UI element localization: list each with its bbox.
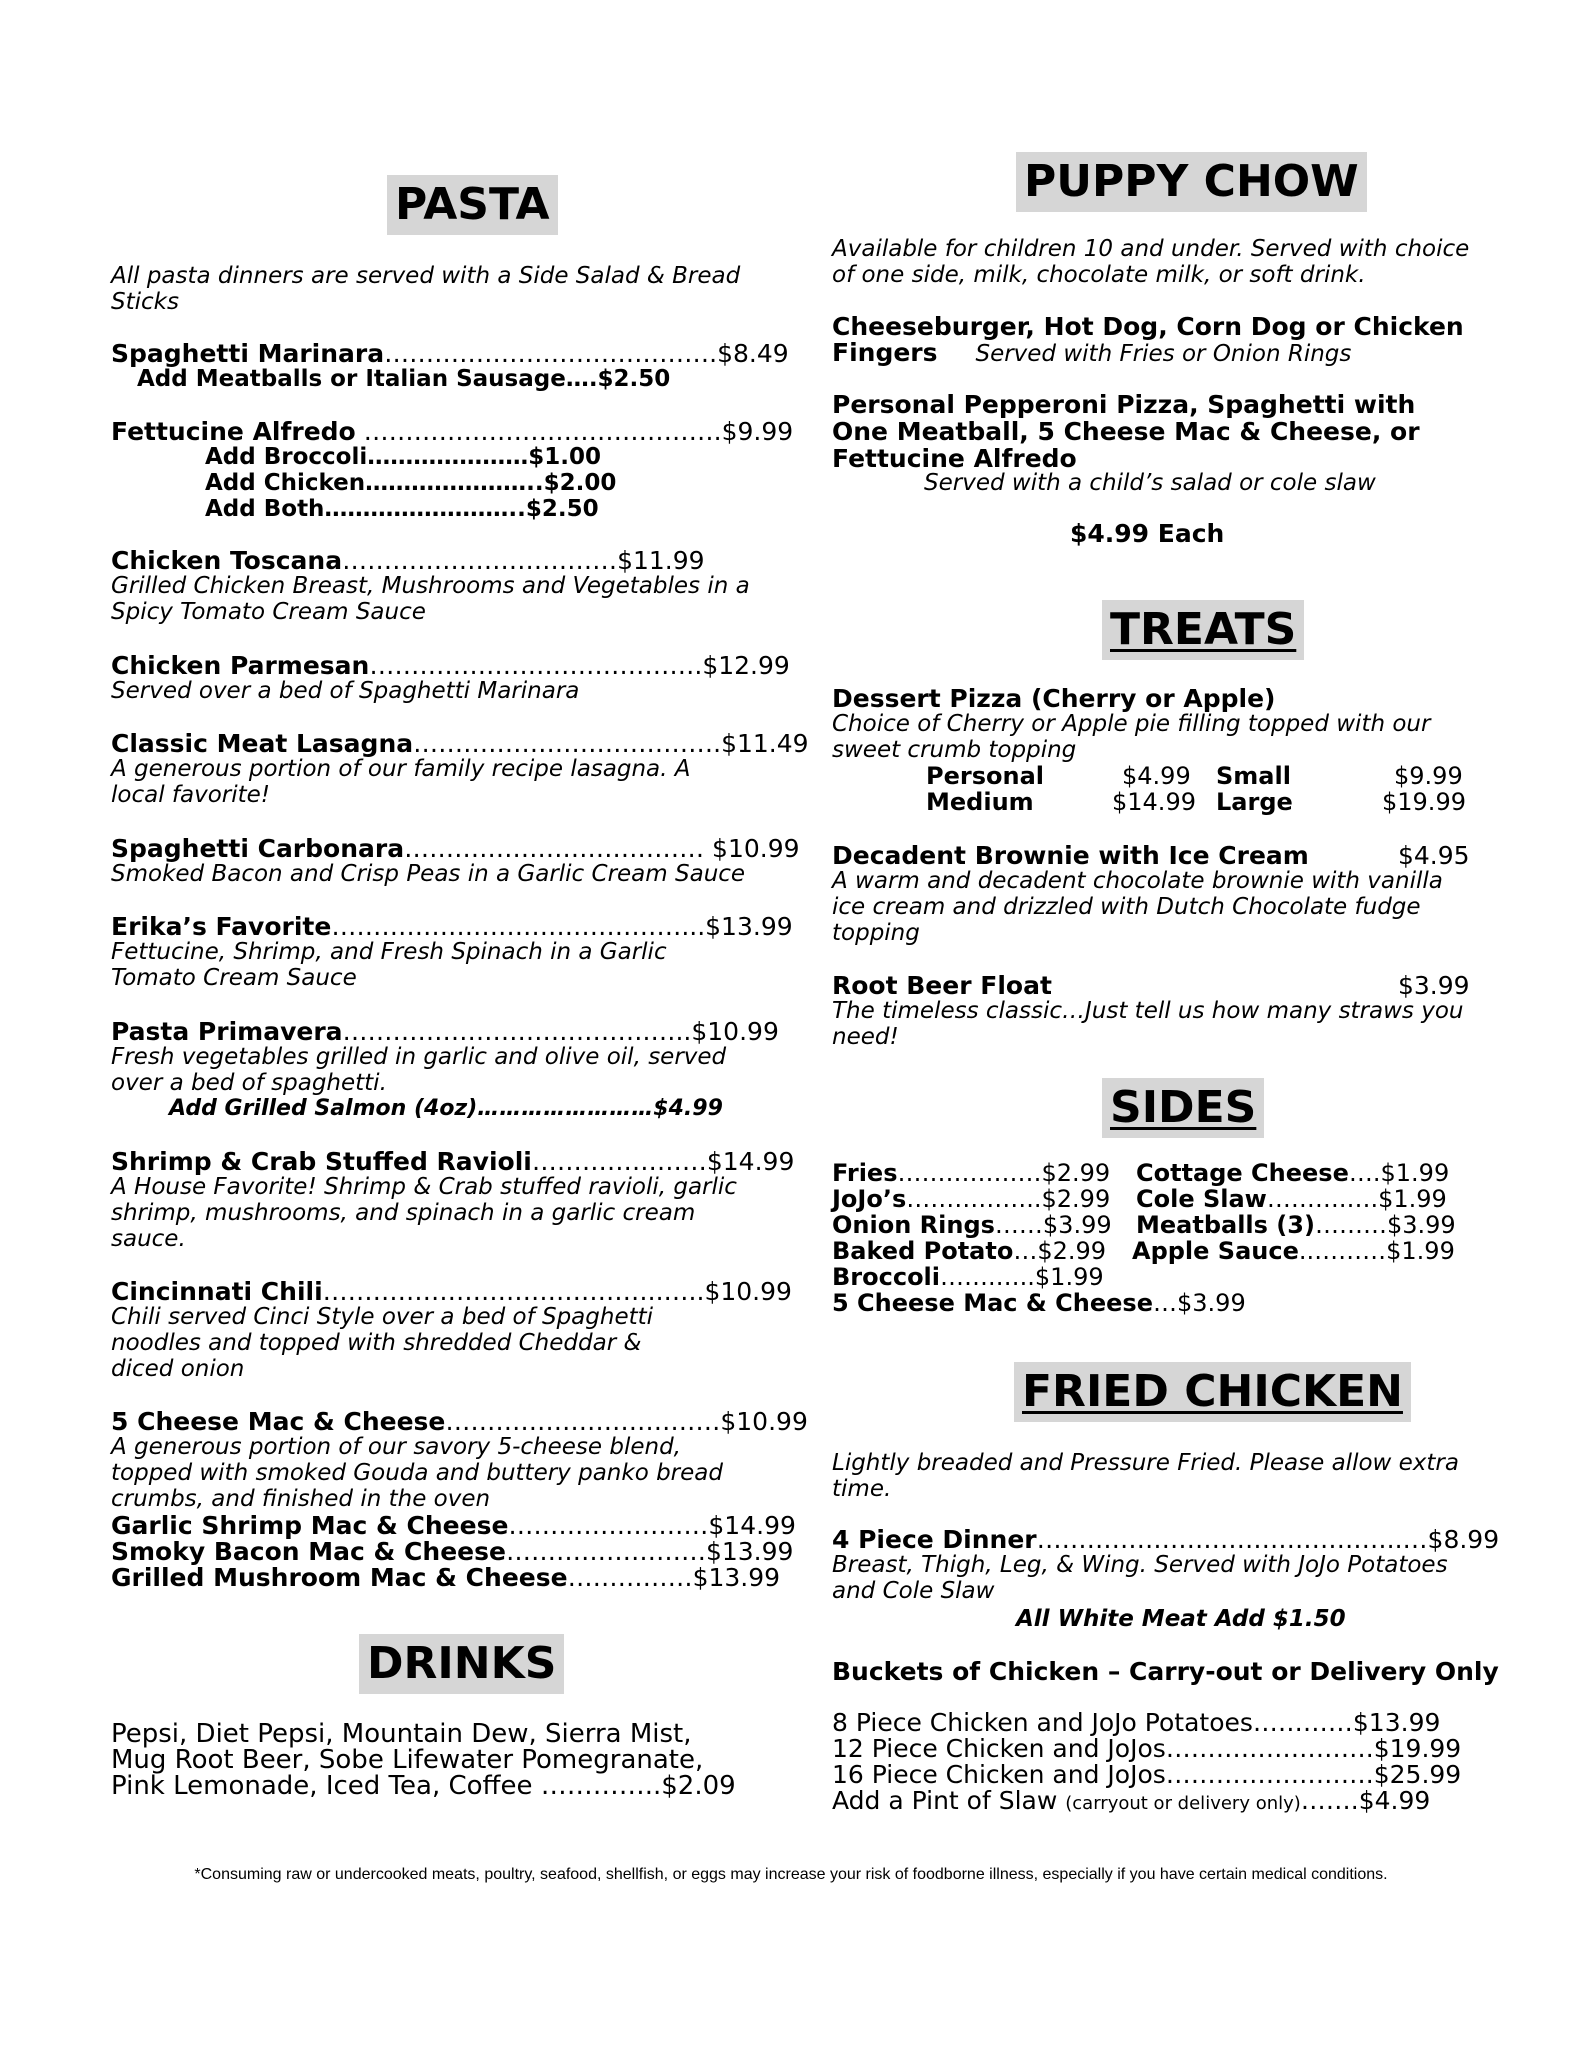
kids-price: $4.99 Each — [1070, 519, 1225, 548]
white-meat-addon: All White Meat Add $1.50 — [1016, 1606, 1346, 1632]
classic-lasagna-desc: A generous portion of our family recipe lasagna. A local favorite! — [111, 756, 691, 808]
addon-broccoli: Add Broccoli…………………$1.00 — [205, 444, 601, 470]
side-apple-sauce: Apple Sauce..………$1.99 — [1132, 1237, 1455, 1265]
float-price: $3.99 — [1398, 971, 1470, 1000]
menu-item-garlic-shrimp-mac: Garlic Shrimp Mac & Cheese……………………$14.99 — [111, 1511, 796, 1540]
fried-chicken-heading: FRIED CHICKEN — [1014, 1362, 1411, 1422]
brownie-name: Decadent Brownie with Ice Cream — [832, 841, 1309, 870]
size-price: $19.99 — [1382, 788, 1466, 816]
pasta-heading: PASTA — [387, 175, 558, 235]
erikas-favorite-desc: Fettucine, Shrimp, and Fresh Spinach in a Garlic Tomato Cream Sauce — [111, 939, 667, 991]
dessert-pizza-desc: Choice of Cherry or Apple pie filling topped with our sweet crumb topping — [832, 711, 1431, 763]
side-jojos: JoJo’s……………..$2.99 — [832, 1185, 1111, 1213]
menu-item-spaghetti-marinara: Spaghetti Marinara………………………………….$8.49 — [111, 339, 789, 368]
menu-item-ravioli: Shrimp & Crab Stuffed Ravioli…………………$14.99 — [111, 1147, 795, 1176]
kids-item-2: Personal Pepperoni Pizza, Spaghetti with One Meatball, 5 Cheese Mac & Cheese, or Fettucine Alfredo — [832, 390, 1420, 473]
bucket-8-piece: 8 Piece Chicken and JoJo Potatoes…………$13.99 — [832, 1708, 1441, 1737]
drinks-line-2: Mug Root Beer, Sobe Lifewater Pomegranate, — [111, 1745, 704, 1775]
size-label: Personal — [926, 762, 1044, 790]
allergy-disclaimer: *Consuming raw or undercooked meats, poultry, seafood, shellfish, or eggs may increase your risk of foodborne illness, especially if you have certain medical conditions. — [194, 1866, 1388, 1883]
treats-heading: TREATS — [1102, 600, 1304, 660]
kids-item-1: Cheeseburger, Hot Dog, Corn Dog or Chicken — [832, 312, 1464, 341]
size-label: Small — [1216, 762, 1291, 790]
menu-item-erikas-favorite: Erika’s Favorite……………………………………...$13.99 — [111, 912, 793, 941]
ravioli-desc: A House Favorite! Shrimp & Crab stuffed ravioli, garlic shrimp, mushrooms, and spinach in a garlic cream sauce. — [111, 1174, 737, 1252]
menu-item-chicken-parmesan: Chicken Parmesan………………………………….$12.99 — [111, 651, 790, 680]
menu-item-mac-cheese: 5 Cheese Mac & Cheese……………………………$10.99 — [111, 1407, 808, 1436]
dessert-pizza-name: Dessert Pizza (Cherry or Apple) — [832, 684, 1276, 713]
side-onion-rings: Onion Rings……$3.99 — [832, 1211, 1112, 1239]
kids-item-2-note: Served with a child’s salad or cole slaw — [924, 470, 1376, 496]
side-cottage-cheese: Cottage Cheese….$1.99 — [1136, 1159, 1450, 1187]
addon-salmon: Add Grilled Salmon (4oz)……………………$4.99 — [169, 1096, 723, 1121]
bucket-pint-slaw: Add a Pint of Slaw (carryout or delivery only)…….$4.99 — [832, 1786, 1431, 1815]
addon-meatballs: Add Meatballs or Italian Sausage….$2.50 — [137, 366, 671, 392]
side-meatballs: Meatballs (3)………$3.99 — [1136, 1211, 1456, 1239]
menu-item-carbonara: Spaghetti Carbonara……………………………… $10.99 — [111, 834, 800, 863]
side-baked-potato: Baked Potato…$2.99 — [832, 1237, 1107, 1265]
addon-both: Add Both……………………..$2.50 — [205, 496, 599, 522]
side-fries: Fries………………$2.99 — [832, 1159, 1111, 1187]
puppy-chow-heading: PUPPY CHOW — [1016, 152, 1367, 212]
addon-chicken: Add Chicken…………………..$2.00 — [205, 470, 617, 496]
dinner-desc: Breast, Thigh, Leg, & Wing. Served with JoJo Potatoes and Cole Slaw — [832, 1552, 1448, 1604]
menu-item-smoky-bacon-mac: Smoky Bacon Mac & Cheese……………………$13.99 — [111, 1537, 794, 1566]
mac-cheese-desc: A generous portion of our savory 5-cheese blend, topped with smoked Gouda and buttery panko bread crumbs, and finished in the oven — [111, 1434, 723, 1512]
menu-item-classic-lasagna: Classic Meat Lasagna……………………………….$11.49 — [111, 729, 809, 758]
buckets-title: Buckets of Chicken – Carry-out or Delivery Only — [832, 1657, 1499, 1686]
menu-item-mushroom-mac: Grilled Mushroom Mac & Cheese……………$13.99 — [111, 1563, 781, 1592]
chicken-parmesan-desc: Served over a bed of Spaghetti Marinara — [111, 678, 580, 704]
side-mac-cheese: 5 Cheese Mac & Cheese…$3.99 — [832, 1289, 1246, 1317]
drinks-line-3: Pink Lemonade, Iced Tea, Coffee …………..$2.09 — [111, 1771, 736, 1801]
size-price: $14.99 — [1112, 788, 1196, 816]
fried-chicken-note: Lightly breaded and Pressure Fried. Please allow extra time. — [832, 1450, 1459, 1502]
sides-grid — [832, 1160, 1472, 1295]
size-price: $4.99 — [1122, 762, 1191, 790]
size-price: $9.99 — [1394, 762, 1463, 790]
kids-item-1-line2: Fingers Served with Fries or Onion Rings — [832, 338, 1352, 367]
brownie-desc: A warm and decadent chocolate brownie with vanilla ice cream and drizzled with Dutch Chocolate fudge topping — [832, 868, 1443, 946]
puppy-chow-note: Available for children 10 and under. Served with choice of one side, milk, chocolate milk, or soft drink. — [832, 236, 1470, 288]
menu-item-4-piece-dinner: 4 Piece Dinner……………………………………..…$8.99 — [832, 1525, 1500, 1554]
brownie-price: $4.95 — [1398, 841, 1470, 870]
float-desc: The timeless classic…Just tell us how many straws you need! — [832, 998, 1464, 1050]
primavera-desc: Fresh vegetables grilled in garlic and olive oil, served over a bed of spaghetti. — [111, 1044, 727, 1096]
sides-heading: SIDES — [1102, 1078, 1264, 1138]
menu-item-fettucine-alfredo: Fettucine Alfredo …………………………………….$9.99 — [111, 417, 794, 446]
bucket-12-piece: 12 Piece Chicken and JoJos…………………….$19.99 — [832, 1734, 1462, 1763]
carbonara-desc: Smoked Bacon and Crisp Peas in a Garlic Cream Sauce — [111, 861, 746, 887]
drinks-line-1: Pepsi, Diet Pepsi, Mountain Dew, Sierra Mist, — [111, 1719, 692, 1749]
menu-item-primavera: Pasta Primavera……………………………….…..$10.99 — [111, 1017, 779, 1046]
pasta-note: All pasta dinners are served with a Side Salad & Bread Sticks — [111, 263, 741, 315]
size-label: Large — [1216, 788, 1293, 816]
chicken-toscana-desc: Grilled Chicken Breast, Mushrooms and Vegetables in a Spicy Tomato Cream Sauce — [111, 573, 750, 625]
side-cole-slaw: Cole Slaw……….….$1.99 — [1136, 1185, 1447, 1213]
cincinnati-chili-desc: Chili served Cinci Style over a bed of Spaghetti noodles and topped with shredded Cheddar & diced onion — [111, 1304, 654, 1382]
size-label: Medium — [926, 788, 1034, 816]
dessert-pizza-sizes — [832, 763, 1472, 815]
menu-item-cincinnati-chili: Cincinnati Chili…………………………………..…..$10.99 — [111, 1277, 792, 1306]
bucket-16-piece: 16 Piece Chicken and JoJos…………………….$25.99 — [832, 1760, 1462, 1789]
float-name: Root Beer Float — [832, 971, 1052, 1000]
side-broccoli: Broccoli…….…..$1.99 — [832, 1263, 1104, 1291]
menu-item-chicken-toscana: Chicken Toscana……………………………$11.99 — [111, 546, 705, 575]
drinks-heading: DRINKS — [359, 1634, 564, 1694]
